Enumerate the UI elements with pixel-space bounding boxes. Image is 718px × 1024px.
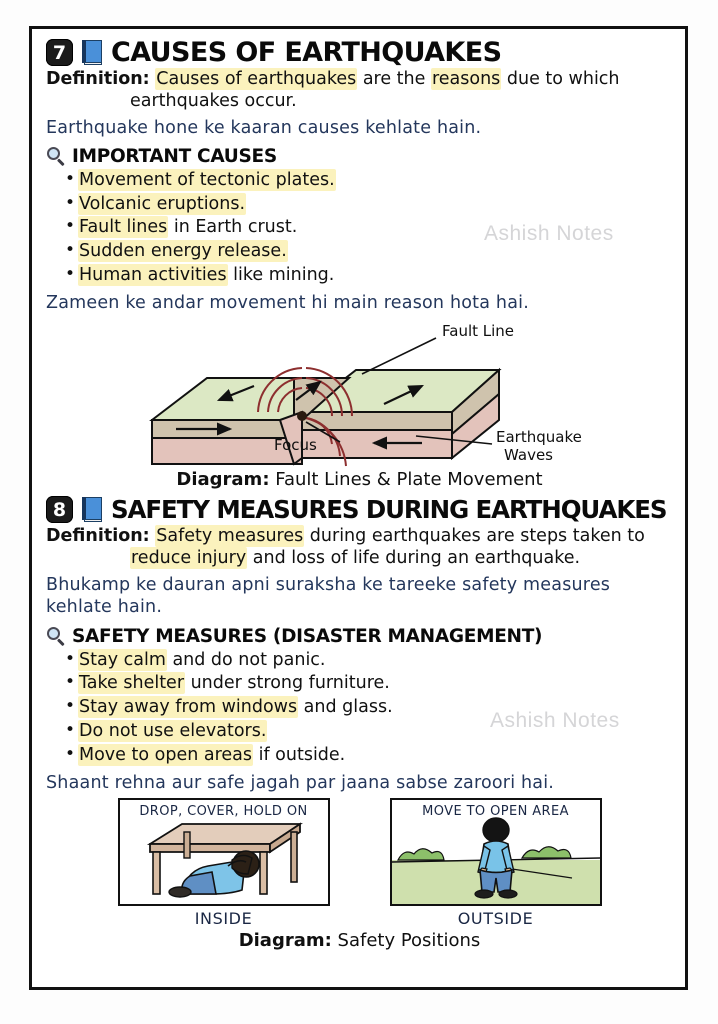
bullet-highlight: Volcanic eruptions. (79, 193, 246, 214)
list-item (78, 193, 675, 217)
section-8-heading (46, 496, 675, 523)
section-7-subheading (47, 146, 675, 167)
definition-text-1: during earthquakes are steps taken to (304, 526, 645, 547)
bullet-highlight: Fault lines (79, 217, 168, 238)
section-8-subhead-text: SAFETY MEASURES (DISASTER MANAGEMENT) (72, 625, 543, 647)
focus-label: Focus (274, 436, 317, 455)
list-item (78, 240, 675, 264)
section-7-subhead-text: IMPORTANT CAUSES (72, 145, 277, 167)
magnifier-icon (47, 147, 66, 166)
section-8-title: SAFETY MEASURES DURING EARTHQUAKES (111, 494, 667, 524)
section-7-heading (46, 39, 675, 66)
list-item (78, 720, 675, 744)
page-border-frame (29, 26, 688, 990)
bullet-highlight: Stay calm (79, 649, 166, 670)
definition-text-2: and loss of life during an earthquake. (247, 548, 581, 569)
page-content (32, 29, 685, 987)
definition-line-2: earthquakes occur. (130, 90, 297, 111)
section-number-badge: 8 (46, 496, 73, 523)
definition-text-1: are the (357, 69, 431, 89)
list-item (78, 264, 675, 288)
bullet-rest: if outside. (253, 744, 346, 765)
earthquake-waves-label-2: Waves (504, 446, 553, 465)
inside-illustration-column (118, 798, 330, 928)
focus-point (297, 411, 307, 421)
list-item (78, 649, 675, 673)
list-item (78, 672, 675, 696)
definition-highlight-1: Causes of earthquakes (156, 69, 357, 89)
list-item (78, 696, 675, 720)
definition-text-2: due to which (501, 69, 620, 89)
list-item (78, 216, 675, 240)
inside-illustration-box (118, 798, 330, 906)
section-8-subheading (47, 626, 675, 647)
fault-line-diagram (44, 316, 675, 468)
watermark-top: Ashish Notes (484, 222, 614, 245)
book-icon (81, 39, 103, 66)
bullet-rest: and do not panic. (166, 649, 326, 670)
caption-text: Fault Lines & Plate Movement (269, 469, 543, 491)
definition-highlight-2: reduce injury (131, 548, 247, 569)
section-7-bullet-list (44, 169, 675, 288)
inside-label: INSIDE (194, 908, 253, 928)
fault-diagram-svg (44, 316, 679, 468)
bullet-rest: like mining. (227, 265, 335, 286)
section-8-hinglish-2: Shaant rehna aur safe jagah par jaana sabse zaroori hai. (46, 772, 555, 793)
list-item (78, 744, 675, 768)
book-icon (81, 496, 103, 523)
bullet-highlight: Sudden energy release. (79, 241, 287, 262)
bullet-highlight: Human activities (79, 265, 227, 286)
list-item (78, 169, 675, 193)
fault-line-label: Fault Line (442, 322, 515, 341)
outside-illustration-column (390, 798, 602, 928)
earthquake-waves-label-1: Earthquake (496, 428, 582, 447)
definition-label: Definition: (46, 69, 150, 89)
bullet-rest: in Earth crust. (168, 217, 298, 238)
section-7-hinglish-2: Zameen ke andar movement hi main reason hota hai. (46, 292, 529, 313)
bullet-rest: under strong furniture. (185, 673, 390, 694)
section-7-hinglish-1: Earthquake hone ke kaaran causes kehlate hain. (46, 117, 482, 138)
caption-label: Diagram: (176, 469, 270, 491)
outside-inner-caption: MOVE TO OPEN AREA (422, 803, 569, 819)
section-8-definition (46, 525, 675, 570)
outside-illustration-box (390, 798, 602, 906)
caption-text: Safety Positions (331, 929, 481, 951)
magnifier-icon (47, 627, 66, 646)
bullet-rest: and glass. (298, 697, 393, 718)
definition-highlight-2: reasons (431, 69, 501, 89)
bullet-highlight: Do not use elevators. (79, 720, 267, 741)
section-7-diagram-caption (44, 469, 675, 490)
section-8-bullet-list (44, 649, 675, 768)
section-7-title: CAUSES OF EARTHQUAKES (111, 37, 502, 68)
inside-inner-caption: DROP, COVER, HOLD ON (139, 803, 308, 819)
definition-highlight-1: Safety measures (156, 526, 304, 547)
bullet-highlight: Take shelter (79, 673, 185, 694)
caption-label: Diagram: (238, 929, 332, 951)
definition-label: Definition: (46, 526, 150, 547)
bullet-highlight: Movement of tectonic plates. (79, 169, 335, 190)
bullet-highlight: Move to open areas (79, 744, 253, 765)
section-number-badge: 7 (46, 39, 73, 66)
section-8-diagram-caption (44, 930, 675, 951)
definition-line-2 (46, 547, 675, 570)
bullet-highlight: Stay away from windows (79, 697, 298, 718)
section-7-definition (46, 68, 675, 113)
outside-label: OUTSIDE (457, 908, 534, 928)
watermark-bottom: Ashish Notes (490, 709, 620, 732)
section-8-hinglish-1: Bhukamp ke dauran apni suraksha ke tareeke safety measures kehlate hain. (46, 574, 611, 618)
safety-illustrations (44, 798, 675, 928)
